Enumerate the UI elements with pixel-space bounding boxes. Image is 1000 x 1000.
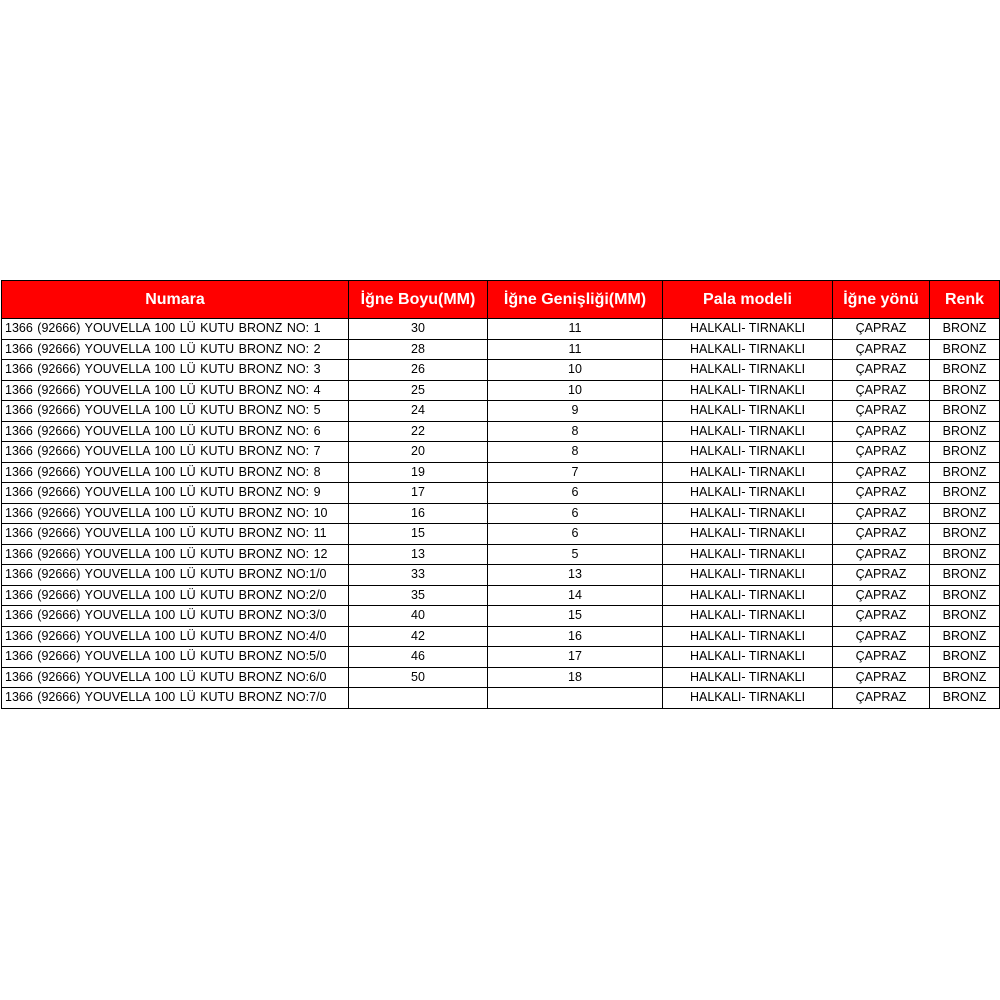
cell-pala-modeli: HALKALI- TIRNAKLI [663,339,833,360]
cell-pala-modeli: HALKALI- TIRNAKLI [663,442,833,463]
cell-igne-genisligi [488,688,663,709]
cell-renk: BRONZ [930,421,1000,442]
cell-pala-modeli: HALKALI- TIRNAKLI [663,503,833,524]
cell-igne-yonu: ÇAPRAZ [833,339,930,360]
table-row [2,606,1000,627]
cell-pala-modeli: HALKALI- TIRNAKLI [663,667,833,688]
table-row [2,360,1000,381]
cell-igne-yonu: ÇAPRAZ [833,626,930,647]
cell-numara: 1366 (92666) YOUVELLA 100 LÜ KUTU BRONZ NO: 2 [2,339,349,360]
cell-igne-boyu: 19 [349,462,488,483]
cell-renk: BRONZ [930,483,1000,504]
cell-igne-yonu: ÇAPRAZ [833,319,930,340]
cell-numara: 1366 (92666) YOUVELLA 100 LÜ KUTU BRONZ NO: 8 [2,462,349,483]
cell-renk: BRONZ [930,442,1000,463]
cell-renk: BRONZ [930,339,1000,360]
cell-igne-yonu: ÇAPRAZ [833,462,930,483]
table-row [2,667,1000,688]
cell-igne-boyu: 35 [349,585,488,606]
cell-igne-genisligi: 13 [488,565,663,586]
table-row [2,544,1000,565]
cell-igne-genisligi: 8 [488,421,663,442]
cell-numara: 1366 (92666) YOUVELLA 100 LÜ KUTU BRONZ NO: 5 [2,401,349,422]
table-row [2,319,1000,340]
cell-igne-boyu: 15 [349,524,488,545]
cell-igne-yonu: ÇAPRAZ [833,421,930,442]
table-row [2,688,1000,709]
cell-pala-modeli: HALKALI- TIRNAKLI [663,401,833,422]
cell-igne-genisligi: 18 [488,667,663,688]
cell-igne-boyu: 50 [349,667,488,688]
cell-igne-boyu: 17 [349,483,488,504]
cell-igne-yonu: ÇAPRAZ [833,544,930,565]
cell-pala-modeli: HALKALI- TIRNAKLI [663,380,833,401]
header-igne-boyu: İğne Boyu(MM) [349,281,488,319]
cell-renk: BRONZ [930,360,1000,381]
table-row [2,524,1000,545]
cell-renk: BRONZ [930,585,1000,606]
cell-igne-yonu: ÇAPRAZ [833,380,930,401]
table-row [2,462,1000,483]
table-row [2,401,1000,422]
cell-numara: 1366 (92666) YOUVELLA 100 LÜ KUTU BRONZ NO: 9 [2,483,349,504]
table-header-row [2,281,1000,319]
table-row [2,483,1000,504]
header-renk: Renk [930,281,1000,319]
cell-renk: BRONZ [930,503,1000,524]
cell-numara: 1366 (92666) YOUVELLA 100 LÜ KUTU BRONZ NO: 4 [2,380,349,401]
cell-numara: 1366 (92666) YOUVELLA 100 LÜ KUTU BRONZ NO: 6 [2,421,349,442]
cell-igne-genisligi: 5 [488,544,663,565]
cell-renk: BRONZ [930,626,1000,647]
cell-pala-modeli: HALKALI- TIRNAKLI [663,626,833,647]
product-spec-table [1,280,1000,709]
cell-igne-yonu: ÇAPRAZ [833,606,930,627]
cell-numara: 1366 (92666) YOUVELLA 100 LÜ KUTU BRONZ NO:7/0 [2,688,349,709]
cell-igne-boyu: 13 [349,544,488,565]
cell-igne-boyu: 40 [349,606,488,627]
cell-pala-modeli: HALKALI- TIRNAKLI [663,544,833,565]
cell-igne-genisligi: 10 [488,360,663,381]
cell-renk: BRONZ [930,688,1000,709]
cell-pala-modeli: HALKALI- TIRNAKLI [663,462,833,483]
cell-igne-boyu: 33 [349,565,488,586]
cell-pala-modeli: HALKALI- TIRNAKLI [663,585,833,606]
cell-renk: BRONZ [930,319,1000,340]
header-numara: Numara [2,281,349,319]
cell-igne-boyu: 42 [349,626,488,647]
cell-igne-genisligi: 6 [488,483,663,504]
cell-numara: 1366 (92666) YOUVELLA 100 LÜ KUTU BRONZ NO: 3 [2,360,349,381]
cell-igne-genisligi: 11 [488,339,663,360]
table-row [2,626,1000,647]
cell-numara: 1366 (92666) YOUVELLA 100 LÜ KUTU BRONZ NO:2/0 [2,585,349,606]
cell-igne-yonu: ÇAPRAZ [833,667,930,688]
cell-igne-boyu: 25 [349,380,488,401]
cell-pala-modeli: HALKALI- TIRNAKLI [663,565,833,586]
cell-pala-modeli: HALKALI- TIRNAKLI [663,319,833,340]
table-row [2,442,1000,463]
cell-pala-modeli: HALKALI- TIRNAKLI [663,688,833,709]
cell-igne-yonu: ÇAPRAZ [833,565,930,586]
cell-igne-boyu: 26 [349,360,488,381]
cell-numara: 1366 (92666) YOUVELLA 100 LÜ KUTU BRONZ NO: 12 [2,544,349,565]
cell-igne-boyu: 46 [349,647,488,668]
cell-igne-yonu: ÇAPRAZ [833,503,930,524]
cell-renk: BRONZ [930,565,1000,586]
cell-igne-yonu: ÇAPRAZ [833,401,930,422]
cell-igne-genisligi: 16 [488,626,663,647]
cell-renk: BRONZ [930,667,1000,688]
cell-igne-genisligi: 6 [488,524,663,545]
cell-igne-yonu: ÇAPRAZ [833,483,930,504]
cell-pala-modeli: HALKALI- TIRNAKLI [663,647,833,668]
cell-igne-yonu: ÇAPRAZ [833,442,930,463]
cell-numara: 1366 (92666) YOUVELLA 100 LÜ KUTU BRONZ NO:6/0 [2,667,349,688]
cell-renk: BRONZ [930,606,1000,627]
header-igne-yonu: İğne yönü [833,281,930,319]
cell-pala-modeli: HALKALI- TIRNAKLI [663,421,833,442]
cell-igne-yonu: ÇAPRAZ [833,688,930,709]
table-row [2,585,1000,606]
cell-igne-boyu: 28 [349,339,488,360]
cell-numara: 1366 (92666) YOUVELLA 100 LÜ KUTU BRONZ NO:3/0 [2,606,349,627]
cell-pala-modeli: HALKALI- TIRNAKLI [663,524,833,545]
cell-igne-boyu [349,688,488,709]
cell-igne-genisligi: 8 [488,442,663,463]
cell-numara: 1366 (92666) YOUVELLA 100 LÜ KUTU BRONZ NO:5/0 [2,647,349,668]
cell-numara: 1366 (92666) YOUVELLA 100 LÜ KUTU BRONZ NO: 11 [2,524,349,545]
cell-igne-boyu: 16 [349,503,488,524]
header-igne-genisligi: İğne Genişliği(MM) [488,281,663,319]
table-row [2,565,1000,586]
cell-renk: BRONZ [930,524,1000,545]
cell-igne-boyu: 30 [349,319,488,340]
cell-igne-genisligi: 9 [488,401,663,422]
cell-renk: BRONZ [930,380,1000,401]
header-pala-modeli: Pala modeli [663,281,833,319]
cell-igne-genisligi: 10 [488,380,663,401]
cell-igne-boyu: 22 [349,421,488,442]
cell-igne-yonu: ÇAPRAZ [833,585,930,606]
cell-igne-genisligi: 11 [488,319,663,340]
table-row [2,339,1000,360]
table-body [2,319,1000,709]
table-row [2,421,1000,442]
cell-igne-genisligi: 15 [488,606,663,627]
cell-igne-genisligi: 7 [488,462,663,483]
cell-igne-boyu: 24 [349,401,488,422]
cell-igne-yonu: ÇAPRAZ [833,360,930,381]
cell-igne-yonu: ÇAPRAZ [833,647,930,668]
cell-igne-boyu: 20 [349,442,488,463]
cell-igne-yonu: ÇAPRAZ [833,524,930,545]
cell-renk: BRONZ [930,647,1000,668]
cell-numara: 1366 (92666) YOUVELLA 100 LÜ KUTU BRONZ NO:4/0 [2,626,349,647]
cell-igne-genisligi: 17 [488,647,663,668]
table-row [2,380,1000,401]
table-row [2,503,1000,524]
cell-pala-modeli: HALKALI- TIRNAKLI [663,360,833,381]
cell-igne-genisligi: 14 [488,585,663,606]
cell-numara: 1366 (92666) YOUVELLA 100 LÜ KUTU BRONZ NO:1/0 [2,565,349,586]
cell-pala-modeli: HALKALI- TIRNAKLI [663,606,833,627]
cell-numara: 1366 (92666) YOUVELLA 100 LÜ KUTU BRONZ NO: 10 [2,503,349,524]
cell-igne-genisligi: 6 [488,503,663,524]
cell-renk: BRONZ [930,544,1000,565]
cell-pala-modeli: HALKALI- TIRNAKLI [663,483,833,504]
cell-numara: 1366 (92666) YOUVELLA 100 LÜ KUTU BRONZ NO: 1 [2,319,349,340]
cell-renk: BRONZ [930,401,1000,422]
cell-renk: BRONZ [930,462,1000,483]
table-row [2,647,1000,668]
cell-numara: 1366 (92666) YOUVELLA 100 LÜ KUTU BRONZ NO: 7 [2,442,349,463]
